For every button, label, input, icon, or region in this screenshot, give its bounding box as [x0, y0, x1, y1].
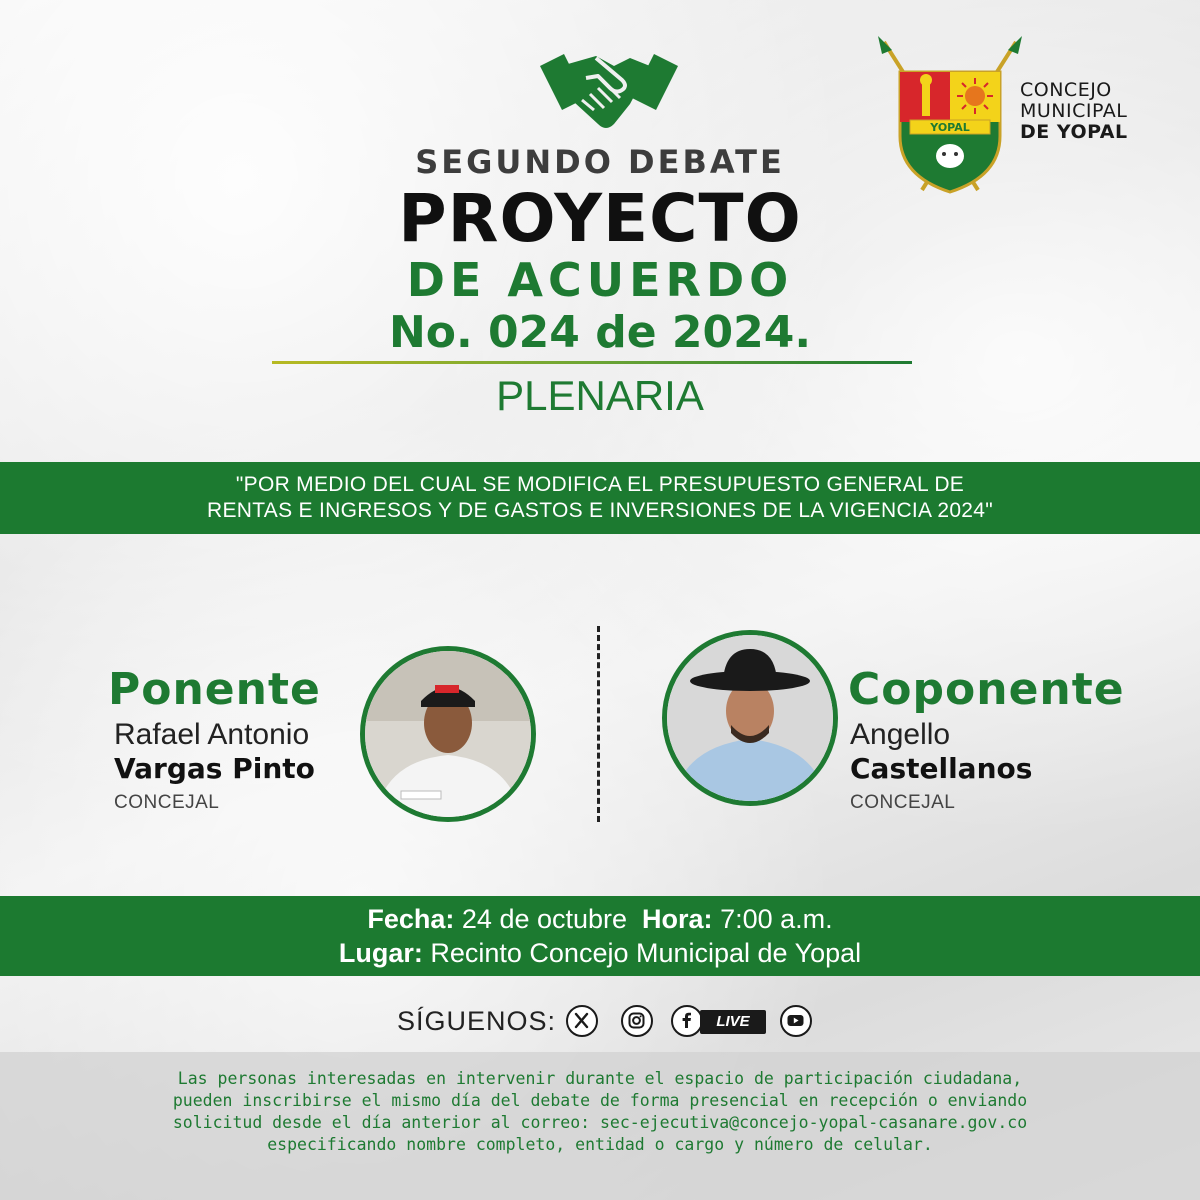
page-title: PROYECTO	[398, 180, 802, 257]
ponente-role: CONCEJAL	[114, 792, 220, 813]
facebook-icon[interactable]	[671, 1005, 703, 1037]
coponente-role: CONCEJAL	[850, 792, 956, 813]
ponente-photo	[360, 646, 536, 822]
x-icon[interactable]	[566, 1005, 598, 1037]
place-label: Lugar:	[338, 938, 423, 968]
follow-us-label: SÍGUENOS:	[397, 1006, 557, 1036]
instagram-icon[interactable]	[621, 1005, 653, 1037]
coponente-last-name: Castellanos	[850, 752, 1033, 785]
notice-line3: solicitud desde el día anterior al correo: sec-ejecutiva@concejo-yopal-casanare.gov.co	[172, 1113, 1028, 1132]
notice-line1: Las personas interesadas en intervenir durante el espacio de participación ciudadana,	[177, 1069, 1023, 1088]
event-place	[0, 938, 1200, 969]
notice-line2: pueden inscribirse el mismo día del debate de forma presencial en recepción o enviando	[172, 1091, 1028, 1110]
description-line1: "POR MEDIO DEL CUAL SE MODIFICA EL PRESUPUESTO GENERAL DE	[235, 473, 965, 496]
date-value: 24 de octubre	[461, 904, 628, 934]
date-label: Fecha:	[367, 904, 455, 934]
speakers-divider	[597, 626, 600, 822]
ponente-first-name: Rafael Antonio	[114, 718, 310, 751]
coponente-photo	[662, 630, 838, 806]
time-value: 7:00 a.m.	[720, 904, 833, 934]
notice-line4: especificando nombre completo, entidad o cargo y número de celular.	[267, 1135, 933, 1154]
coponente-first-name: Angello	[850, 718, 951, 751]
page-title-line2: DE ACUERDO	[406, 253, 794, 307]
concejo-name	[1020, 80, 1190, 143]
participation-notice	[0, 1052, 1200, 1200]
event-date-time	[0, 904, 1200, 935]
description-band	[0, 462, 1200, 534]
yopal-shield-logo	[870, 36, 1030, 196]
event-details-band	[0, 896, 1200, 976]
project-number: No. 024 de 2024.	[388, 307, 812, 358]
concejo-name-line2: MUNICIPAL	[1020, 100, 1128, 122]
place-value: Recinto Concejo Municipal de Yopal	[430, 938, 862, 968]
description-line2: RENTAS E INGRESOS Y DE GASTOS E INVERSIONES DE LA VIGENCIA 2024"	[206, 499, 994, 522]
coponente-title: Coponente	[848, 664, 1125, 715]
shield-text: YOPAL	[930, 121, 970, 134]
concejo-name-line3: DE YOPAL	[1020, 121, 1128, 143]
title-divider	[272, 361, 912, 364]
handshake-icon	[534, 36, 684, 140]
live-badge[interactable]: LIVE	[700, 1010, 766, 1034]
debate-subtitle: SEGUNDO DEBATE	[415, 143, 785, 181]
ponente-last-name: Vargas Pinto	[114, 752, 315, 785]
session-type: PLENARIA	[496, 372, 704, 419]
concejo-name-line1: CONCEJO	[1020, 79, 1112, 101]
ponente-portrait	[365, 651, 531, 817]
coponente-portrait	[667, 635, 833, 801]
youtube-icon[interactable]	[780, 1005, 812, 1037]
time-label: Hora:	[642, 904, 713, 934]
ponente-title: Ponente	[108, 664, 321, 715]
